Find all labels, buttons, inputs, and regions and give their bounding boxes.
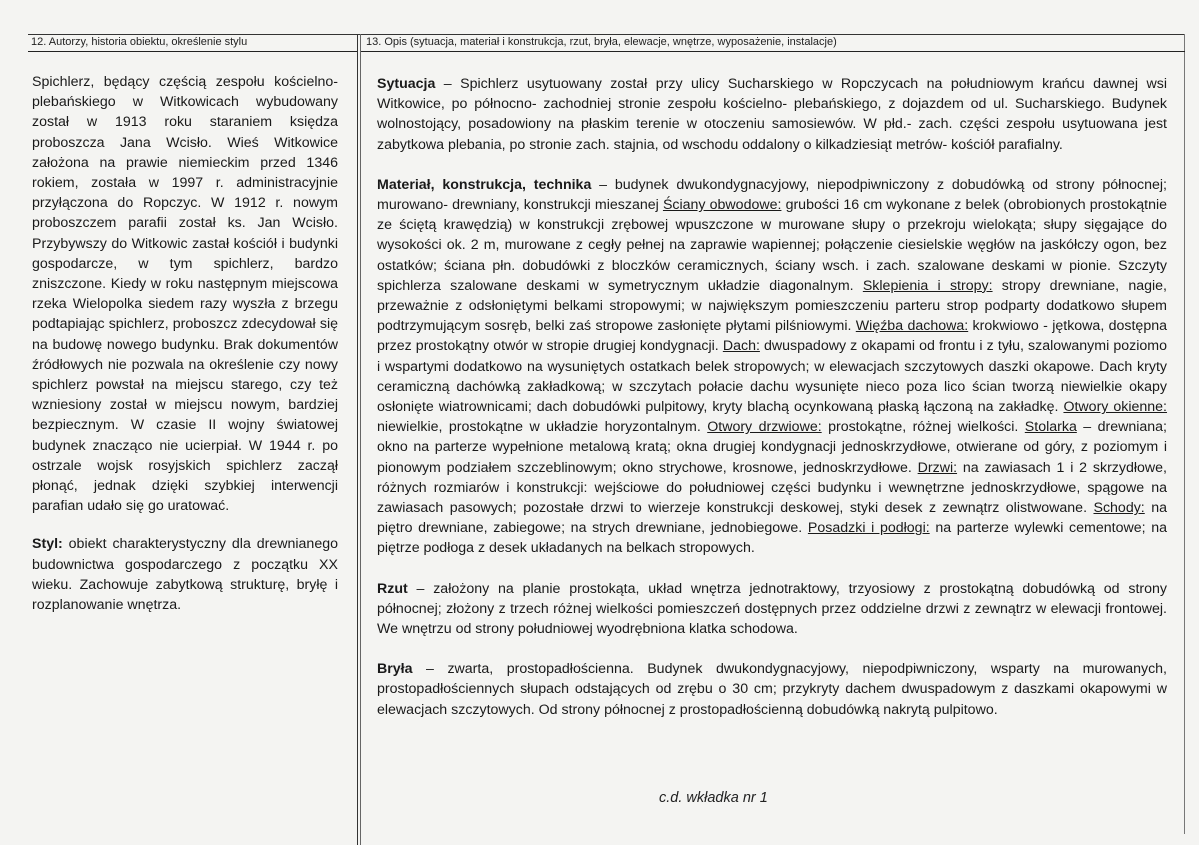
sciany-label: Ściany obwodowe: (662, 197, 782, 214)
frame-top-line (28, 34, 1185, 35)
sciany-text: grubości 16 cm wykonane z belek (obrobionych prostokątnie ze ściętą krawędzią) w konstrukcji zrębowej wpuszczone w murowane słupy o przekroju wielokąta; słupy sięgające do wysokości ok. 2 m, murowane z cegły pełnej na zaprawie wapiennej; połączenie ciesielskie węgłów na jaskółczy ogon, bez ostatków; ściana płn. dobudówki z bloczków ceramicznych, ściany wsch. i zach. szalowane deskami w pionie. Szczyty spichlerza szalowane deskami w symetrycznym układzie diagonalnym. (377, 197, 1167, 294)
description-column (377, 74, 1167, 720)
header-underline-left (28, 51, 357, 52)
sytuacja-paragraph (377, 74, 1167, 155)
bryla-text: – zwarta, prostopadłościenna. Budynek dwukondygnacyjowy, niepodpiwniczony, wsparty na murowanych, prostopadłościennych słupach odstających od zrębu o 30 cm; przykryty dachem dwuspadowym z daszkami okapowymi w elewacjach szczytowych. Od strony północnej z prostopadłościenną dobudówką nakrytą pulpitowo. (377, 661, 1167, 718)
style-text: obiekt charakterystyczny dla drewnianego budownictwa gospodarczego z początku XX wieku. Zachowuje zabytkową strukturę, bryłę i rozplanowanie wnętrza. (32, 536, 338, 614)
schody-text: na piętro drewniane, zabiegowe; na strych drewniane, jednobiegowe. (377, 500, 1167, 537)
drzwi-text: na zawiasach 1 i 2 skrzydłowe, różnych rozmiarów i konstrukcji: wejściowe do południowej części budynku i wewnętrzne jednoskrzydłowe, spągowe na zawiasach pasowych; pozostałe drzwi to wierzeje konstrukcji deskowej, styki desek z zewnątrz olistwowane. (377, 459, 1167, 517)
rzut-label: Rzut (377, 580, 408, 597)
posadzki-text: na parterze wylewki cementowe; na piętrze podłoga z desek układanych na belkach stropowych. (377, 520, 1167, 557)
posadzki-label: Posadzki i podłogi: (807, 520, 930, 537)
drzwiowe-label: Otwory drzwiowe: (707, 419, 822, 436)
dach-label: Dach: (722, 338, 760, 355)
schody-label: Schody: (1093, 500, 1145, 517)
okienne-text: niewielkie, prostokątne w układzie horyzontalnym. (377, 419, 708, 436)
drzwi-label: Drzwi: (917, 459, 958, 476)
continuation-note: c.d. wkładka nr 1 (659, 790, 768, 806)
rzut-paragraph (377, 579, 1167, 640)
frame-right-line (1184, 34, 1185, 834)
header-underline-right (361, 51, 1185, 52)
stolarka-text: – drewniana; okno na parterze wypełnione metalową kratą; okna drugiej kondygnacji jednoskrzydłowe, otwierane od góry, z poziomym i pionowym podziałem szczeblinowym; okno strychowe, krosnowe, jednoskrzydłowe. (377, 419, 1167, 476)
sytuacja-label: Sytuacja (377, 76, 436, 92)
section-12-header: 12. Autorzy, historia obiektu, określenie stylu (31, 36, 248, 48)
rzut-text: – założony na planie prostokąta, układ wnętrza jednotraktowy, trzyosiowy z prostokątną dobudówką od strony północnej; złożony z trzech różnej wielkości pomieszczeń dostępnych przez oddzielne drzwi z zewnątrz w elewacji frontowej. We wnętrzu od strony południowej wyodrębniona klatka schodowa. (377, 580, 1167, 638)
sytuacja-text: – Spichlerz usytuowany został przy ulicy Sucharskiego w Ropczycach na południowym krańcu dawnej wsi Witkowice, po północno- zachodniej stronie zespołu kościelno- plebańskiego, z dojazdem od ul. Sucharskiego. Budynek wolnostojący, posadowiony na płaskim terenie w otoczeniu samosiewów. W płd.- zach. części zespołu usytuowana jest zabytkowa plebania, po stronie zach. stajnia, od wschodu oddalony o kilkadziesiąt metrów- kościół parafialny. (377, 76, 1167, 153)
bryla-label: Bryła (377, 661, 413, 678)
drzwiowe-text: prostokątne, różnej wielkości. (821, 419, 1025, 436)
sklepienia-text: stropy drewniane, nagie, przeważnie z odsłoniętymi belkami stropowymi; w największym pomieszczeniu parteru strop podparty dodatkowo słupem podtrzymującym sosręb, belki zaś stropowe zasłonięte płytami pilśniowymi. (377, 277, 1167, 335)
section-13-header: 13. Opis (sytuacja, materiał i konstrukcja, rzut, bryła, elewacje, wnętrze, wyposażenie, instalacje) (366, 36, 837, 48)
wiezba-text: krokwiowo - jętkowa, dostępna przez prostokątny otwór w stropie drugiej kondygnacji. (377, 318, 1167, 355)
stolarka-label: Stolarka (1024, 419, 1077, 436)
column-divider-inner (360, 34, 361, 845)
style-label: Styl: (32, 536, 63, 553)
history-column (32, 72, 338, 615)
history-paragraph: Spichlerz, będący częścią zespołu kościelno- plebańskiego w Witkowicach wybudowany został w 1913 roku staraniem księdza proboszcza Jana Wcisło. Wieś Witkowice założona na prawie niemieckim przed 1346 rokiem, została w 1997 r. administracyjnie przyłączona do Ropczyc. W 1912 r. nowym proboszczem parafii został ks. Jan Wcisło. Przybywszy do Witkowic zastał kościół i budynki gospodarcze, w tym spichlerz, bardzo zniszczone. Kiedy w roku następnym miejscowa rzeka Wielopolka siedem razy wyszła z brzegu podtapiając spichlerz, proboszcz zdecydował się na budowę nowego budynku. Brak dokumentów źródłowych nie pozwala na określenie czy nowy spichlerz powstał na miejscu starego, czy też wzniesiony został w miejscu nowym, bardziej bezpiecznym. W czasie II wojny światowej budynek znacząco nie ucierpiał. W 1944 r. po ostrzale wojsk rosyjskich spichlerz zaczął płonąć, jednak dzięki szybkiej interwencji parafian udało się go uratować. (32, 74, 338, 515)
sklepienia-label: Sklepienia i stropy: (862, 277, 993, 294)
material-text: – budynek dwukondygnacyjowy, niepodpiwniczony z dobudówką od strony północnej; murowano- drewniany, konstrukcji mieszanej (377, 176, 1167, 214)
wiezba-label: Więźba dachowa: (855, 318, 969, 335)
column-divider (357, 34, 358, 845)
material-paragraph (377, 175, 1167, 559)
okienne-label: Otwory okienne: (1063, 399, 1168, 416)
bryla-paragraph (377, 659, 1167, 720)
material-label: Materiał, konstrukcja, technika (377, 176, 592, 193)
style-paragraph (32, 534, 338, 615)
dach-text: dwuspadowy z okapami od frontu i z tyłu, szalowanymi poziomo i wspartymi dodatkowo na wysuniętych ostatkach belek stropowych; w elewacjach szczytowych daszki okapowe. Dach kryty ceramiczną dachówką zakładkową; w szczytach połacie dachu wysunięte nieco poza lico ścian tworzą niewielkie okapy osłonięte wiatrownicami; dach dobudówki pulpitowy, kryty blachą ocynkowaną płaską łączoną na zakładkę. (377, 338, 1167, 416)
